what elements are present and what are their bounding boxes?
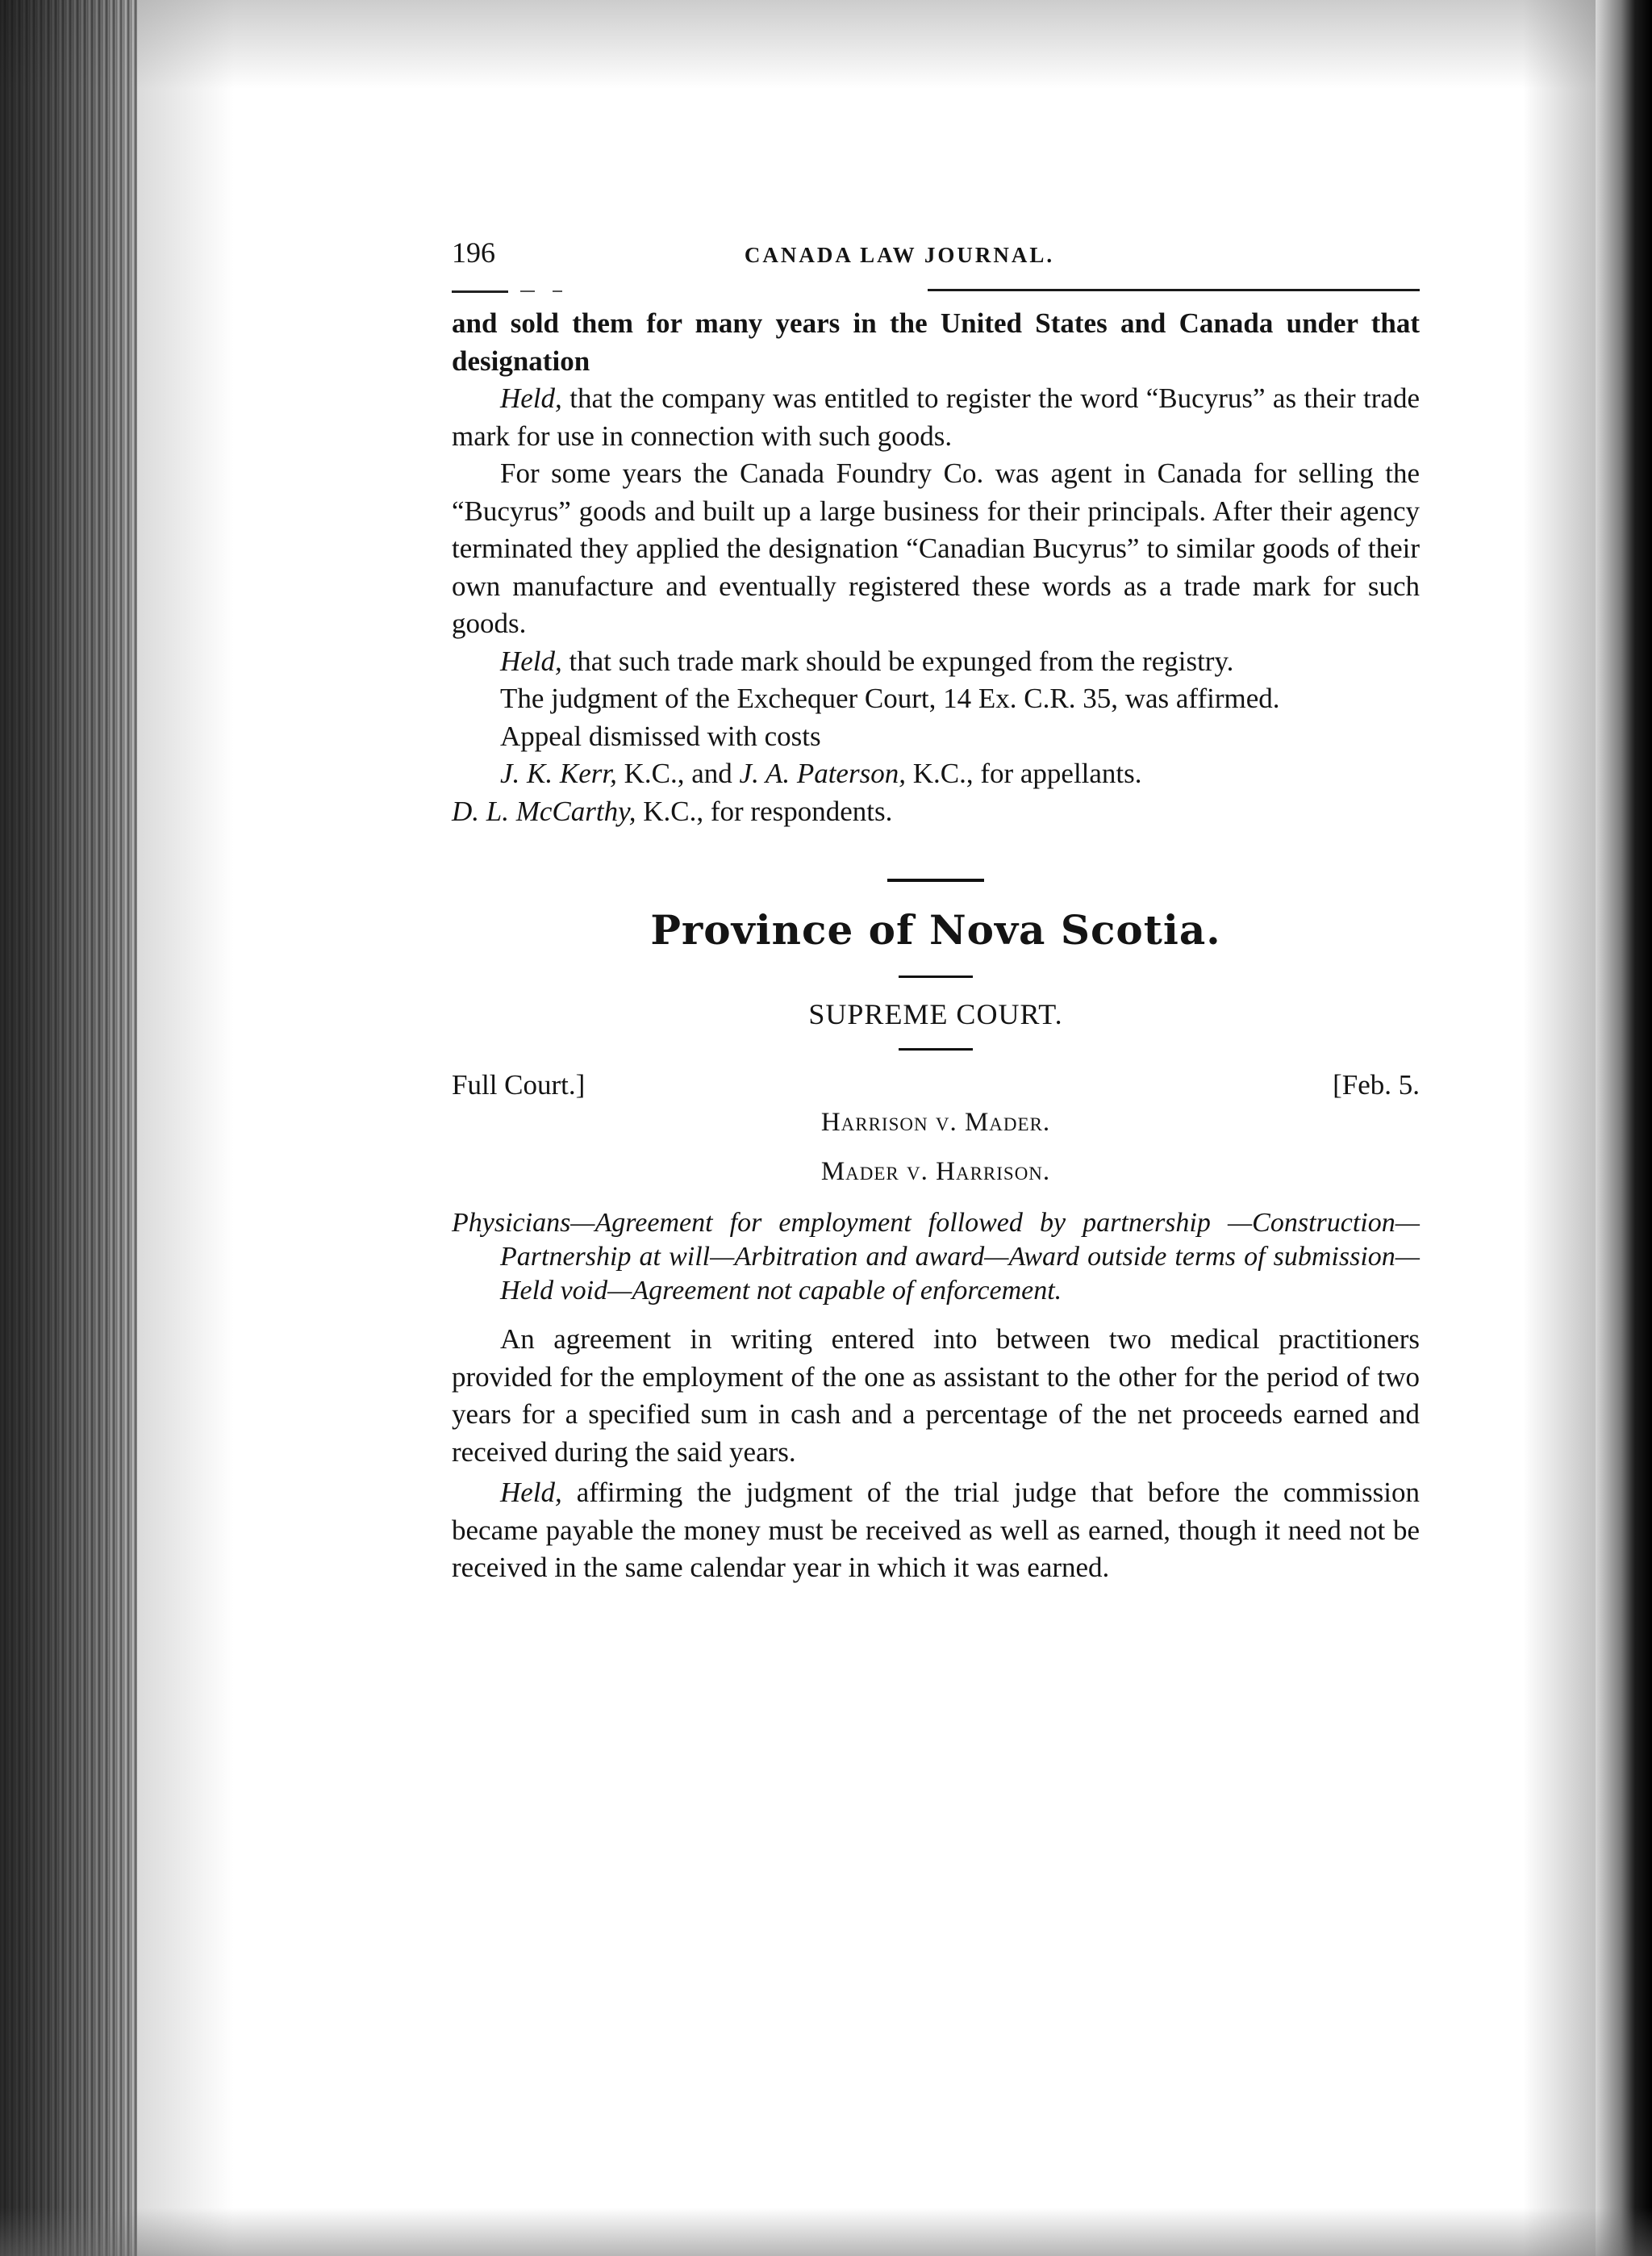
scan-shadow-bottom (0, 2208, 1652, 2256)
running-head: CANADA LAW JOURNAL. (744, 243, 1055, 267)
court-name: Full Court.] (452, 1068, 586, 1101)
case-title: Mader v. Harrison. (820, 1156, 1051, 1186)
paragraph-canada-foundry: For some years the Canada Foundry Co. was agent in Canada for selling the “Bucyrus” goods and built up a large business for their principals. After their agency terminated they applied the designation “Canadian Bucyrus” to similar goods of their own manufacture and eventually registered these words as a trade mark for such goods. (452, 457, 1420, 639)
paragraph-continuation: and sold them for many years in the United States and Canada under that designation (452, 307, 1420, 377)
paragraph-held-register: Held, that the company was entitled to register the word “Bucyrus” as their trade mark for use in connection with such goods. (452, 382, 1420, 452)
journal-page (452, 234, 1420, 1587)
scan-binding-fade (137, 0, 234, 2256)
paragraph-judgment-affirmed: The judgment of the Exchequer Court, 14 Ex. C.R. 35, was affirmed. (500, 683, 1280, 714)
headnote: Physicians—Agreement for employment followed by partnership —Construction—Partnership at will—Arbitration and award—Award outside terms of submission—Held void—Agreement not capable of enforcement. (452, 1208, 1420, 1306)
held-label: Held, (500, 382, 562, 414)
page-number: 196 (452, 236, 495, 269)
paragraph-appeal-dismissed: Appeal dismissed with costs (500, 720, 821, 752)
page-header (452, 234, 1420, 274)
paragraph-agreement: An agreement in writing entered into between two medical practitioners provided for the employment of the one as assistant to the other for the period of two years for a specified sum in cash and a percentage of the net proceeds earned and received during the said years. (452, 1323, 1420, 1468)
province-heading: Province of Nova Scotia. (650, 906, 1221, 954)
held-label: Held, (500, 1477, 562, 1508)
decision-date: [Feb. 5. (1333, 1068, 1420, 1101)
scan-shadow-top (0, 0, 1652, 89)
court-heading: SUPREME COURT. (808, 998, 1063, 1030)
paragraph-held-expunged: Held, that such trade mark should be expunged from the registry. (500, 645, 1234, 677)
counsel-appellants: J. K. Kerr, K.C., and J. A. Paterson, K.C., for appellants. (500, 758, 1142, 789)
scan-page-curl-shadow (1523, 0, 1596, 2256)
header-rule (452, 286, 1420, 302)
paragraph-held-commission: Held, affirming the judgment of the trial judge that before the commission became payable the money must be received as well as earned, though it need not be received in the same calendar year in which it was earned. (452, 1477, 1420, 1583)
court-line (452, 1067, 1420, 1105)
scan-binding-edge-left (0, 0, 137, 2256)
held-label: Held, (500, 645, 562, 677)
scan-edge-right (1596, 0, 1652, 2256)
case-title: Harrison v. Mader. (820, 1108, 1051, 1137)
counsel-respondents: D. L. McCarthy, K.C., for respondents. (452, 795, 893, 827)
